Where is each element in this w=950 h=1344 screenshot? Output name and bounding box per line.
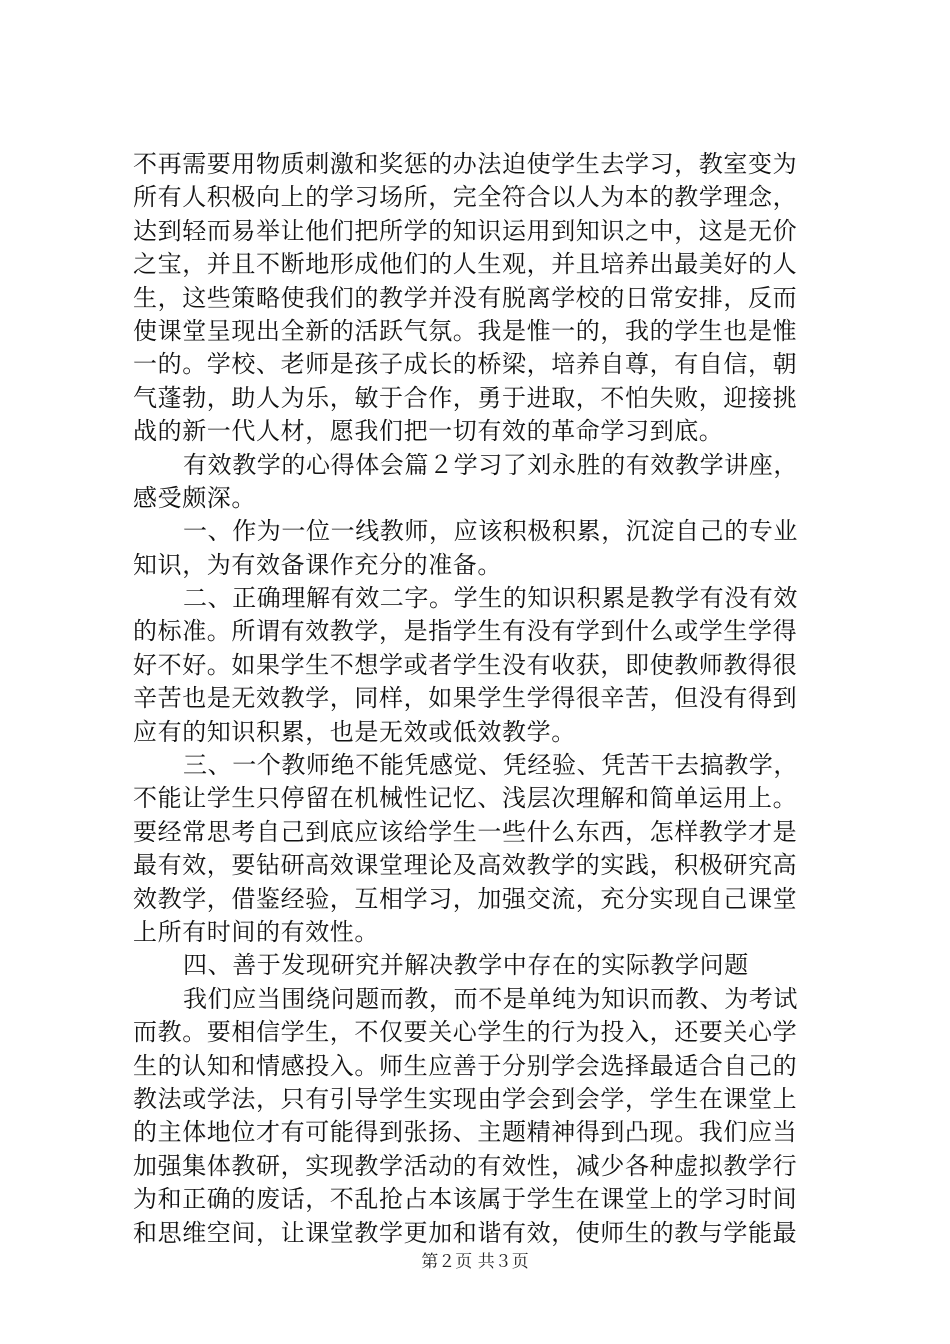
text-line: 一、作为一位一线教师，应该积极积累，沉淀自己的专业 <box>183 517 798 546</box>
text-line: 达到轻而易举让他们把所学的知识运用到知识之中，这是无价 <box>133 216 798 245</box>
text-line: 不再需要用物质刺激和奖惩的办法迫使学生去学习，教室变为 <box>133 150 798 178</box>
text-line: 知识，为有效备课作充分的准备。 <box>133 550 502 579</box>
page-footer: 第２页 共３页 <box>421 1252 529 1272</box>
text-line: 我们应当围绕问题而教，而不是单纯为知识而教、为考试 <box>183 984 798 1013</box>
text-line: 之宝，并且不断地形成他们的人生观，并且培养出最美好的人 <box>133 250 798 279</box>
text-line: 有效教学的心得体会篇２学习了刘永胜的有效教学讲座， <box>183 450 798 479</box>
text-line: 二、正确理解有效二字。学生的知识积累是教学有没有效 <box>183 584 798 613</box>
text-line: 三、一个教师绝不能凭感觉、凭经验、凭苦干去搞教学， <box>183 751 798 780</box>
text-line: 感受颇深。 <box>133 483 256 512</box>
text-line: 气蓬勃，助人为乐，敏于合作，勇于进取，不怕失败，迎接挑 <box>133 383 798 412</box>
text-line: 加强集体教研，实现教学活动的有效性，减少各种虚拟教学行 <box>133 1151 798 1180</box>
text-line: 最有效，要钻研高效课堂理论及高效教学的实践，积极研究高 <box>133 851 798 880</box>
text-line: 和思维空间，让课堂教学更加和谐有效，使师生的教与学能最 <box>133 1218 798 1247</box>
text-line: 的主体地位才有可能得到张扬、主题精神得到凸现。我们应当 <box>133 1118 798 1147</box>
text-line: 而教。要相信学生，不仅要关心学生的行为投入，还要关心学 <box>133 1018 798 1047</box>
text-line: 不能让学生只停留在机械性记忆、浅层次理解和简单运用上。 <box>133 784 798 813</box>
text-line: 为和正确的废话，不乱抢占本该属于学生在课堂上的学习时间 <box>133 1185 798 1214</box>
text-line: 要经常思考自己到底应该给学生一些什么东西，怎样教学才是 <box>133 817 798 846</box>
text-line: 生的认知和情感投入。师生应善于分别学会选择最适合自己的 <box>133 1051 798 1080</box>
text-line: 战的新一代人材，愿我们把一切有效的革命学习到底。 <box>133 417 724 446</box>
text-line: 生，这些策略使我们的教学并没有脱离学校的日常安排，反而 <box>133 283 798 312</box>
text-line: 所有人积极向上的学习场所，完全符合以人为本的教学理念， <box>133 183 798 212</box>
text-line: 应有的知识积累，也是无效或低效教学。 <box>133 717 576 746</box>
text-line: 四、善于发现研究并解决教学中存在的实际教学问题 <box>183 951 749 980</box>
text-line: 一的。学校、老师是孩子成长的桥梁，培养自尊，有自信，朝 <box>133 350 798 379</box>
text-line: 好不好。如果学生不想学或者学生没有收获，即使教师教得很 <box>133 650 798 679</box>
text-line: 使课堂呈现出全新的活跃气氛。我是惟一的，我的学生也是惟 <box>133 316 798 345</box>
text-line: 效教学，借鉴经验，互相学习，加强交流，充分实现自己课堂 <box>133 884 798 913</box>
text-line: 辛苦也是无效教学，同样，如果学生学得很辛苦，但没有得到 <box>133 684 798 713</box>
body-text <box>133 148 833 1250</box>
text-line: 教法或学法，只有引导学生实现由学会到会学，学生在课堂上 <box>133 1084 798 1113</box>
text-line: 的标准。所谓有效教学，是指学生有没有学到什么或学生学得 <box>133 617 798 646</box>
text-line: 上所有时间的有效性。 <box>133 917 379 946</box>
